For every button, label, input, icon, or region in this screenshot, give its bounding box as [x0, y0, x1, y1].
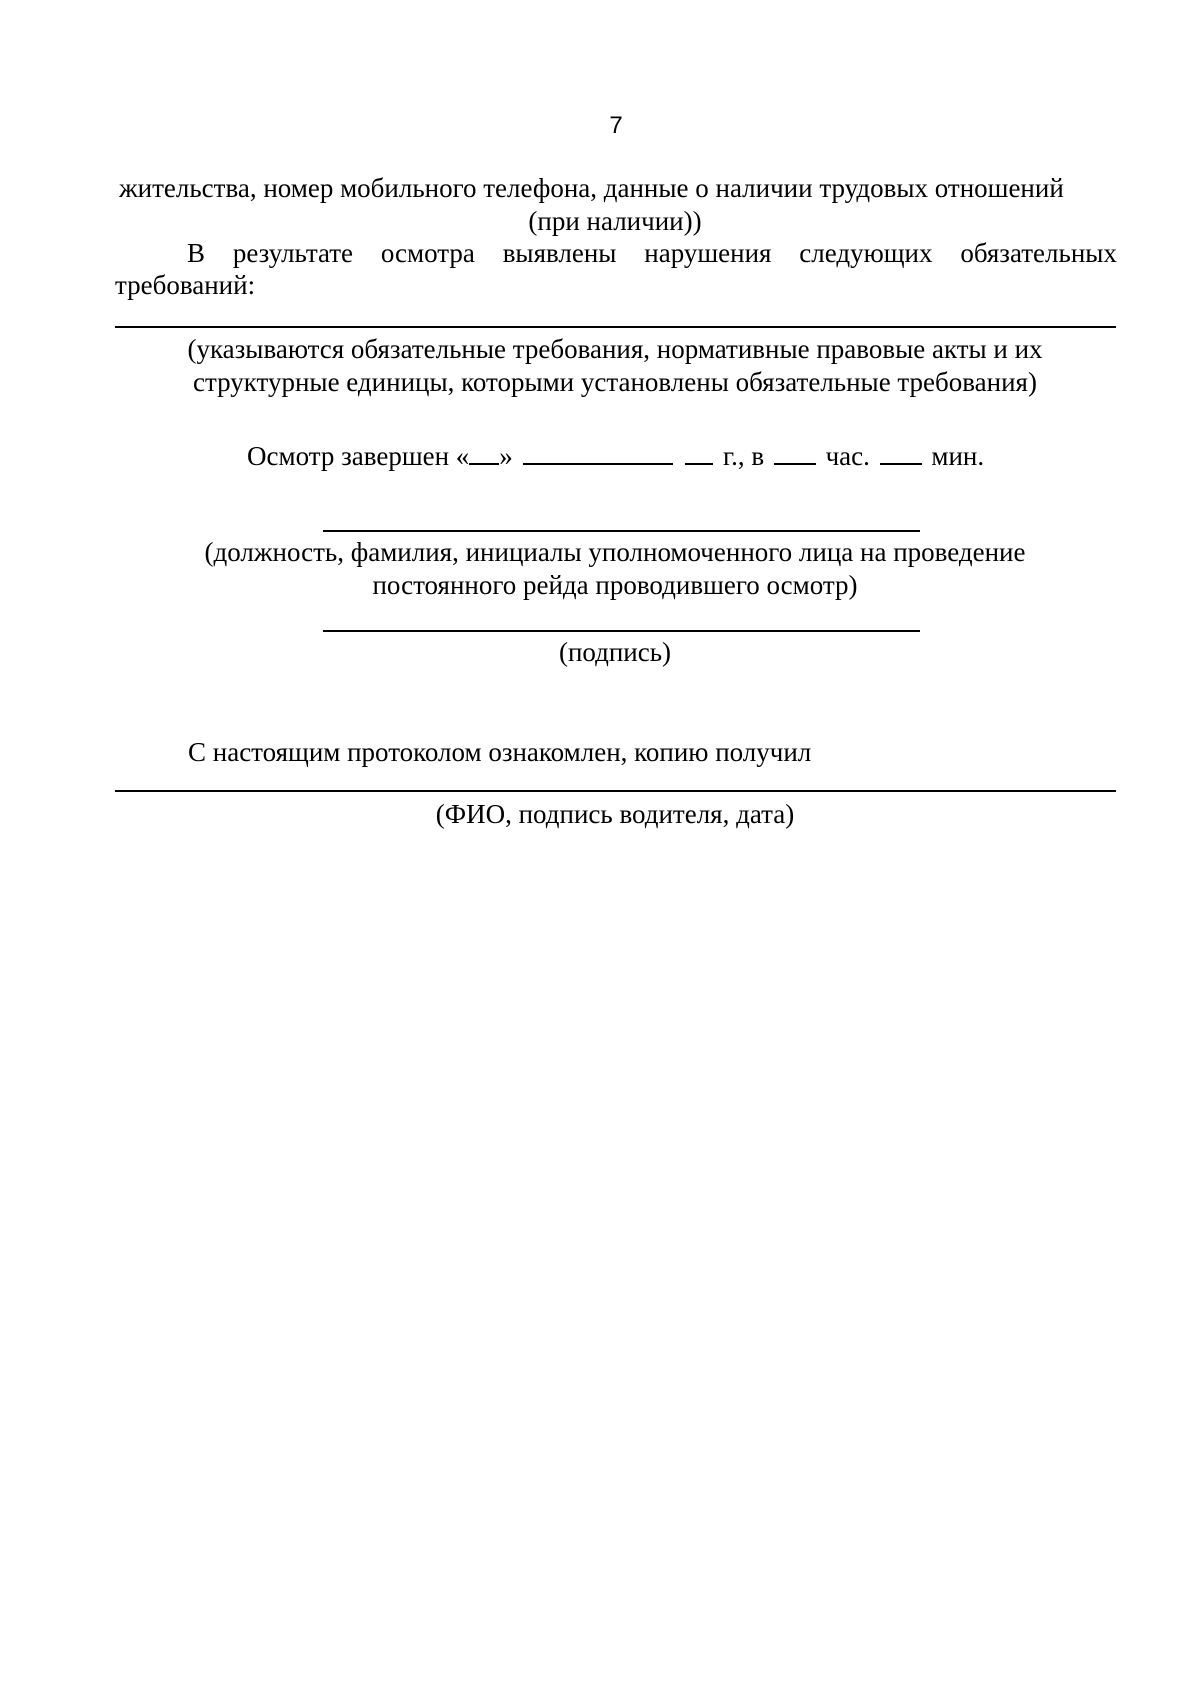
- result-word: В: [187, 238, 206, 268]
- hour-suffix: час.: [825, 441, 870, 471]
- official-hint-line-1: (должность, фамилия, инициалы уполномоченного лица на проведение: [204, 537, 1026, 567]
- result-word: результате: [232, 238, 354, 268]
- requirements-hint-line-1: (указываются обязательные требования, нормативные правовые акты и их: [187, 334, 1043, 364]
- completion-label: Осмотр завершен «: [247, 441, 470, 471]
- hour-blank: [774, 439, 816, 465]
- result-word: осмотра: [380, 238, 475, 268]
- residence-line: жительства, номер мобильного телефона, данные о наличии трудовых отношений: [119, 173, 1064, 203]
- result-word: следующих: [799, 238, 933, 268]
- completion-line: [247, 439, 984, 472]
- result-word: обязательных: [960, 238, 1117, 268]
- minute-blank: [880, 439, 922, 465]
- requirements-label: требований:: [115, 270, 256, 300]
- signature-hint: (подпись): [558, 637, 672, 667]
- acknowledgement-blank-line: [115, 790, 1116, 792]
- day-blank: [469, 439, 499, 465]
- result-statement-line: [187, 237, 1117, 269]
- signature-blank-line: [323, 630, 920, 632]
- requirements-blank-line: [115, 326, 1116, 328]
- month-blank: [523, 439, 673, 465]
- page-number: 7: [609, 112, 623, 139]
- year-blank: [685, 439, 713, 465]
- if-any-note: (при наличии)): [528, 206, 702, 236]
- minute-suffix: мин.: [931, 441, 985, 471]
- completion-close-quote: »: [499, 441, 513, 471]
- result-word: нарушения: [644, 238, 772, 268]
- acknowledgement-text: С настоящим протоколом ознакомлен, копию получил: [188, 737, 812, 767]
- official-blank-line: [323, 530, 920, 532]
- acknowledgement-hint: (ФИО, подпись водителя, дата): [435, 799, 795, 829]
- requirements-hint-line-2: структурные единицы, которыми установлены обязательные требования): [193, 367, 1037, 397]
- year-suffix: г., в: [723, 441, 765, 471]
- official-hint-line-2: постоянного рейда проводившего осмотр): [372, 570, 858, 600]
- result-word: выявлены: [502, 238, 617, 268]
